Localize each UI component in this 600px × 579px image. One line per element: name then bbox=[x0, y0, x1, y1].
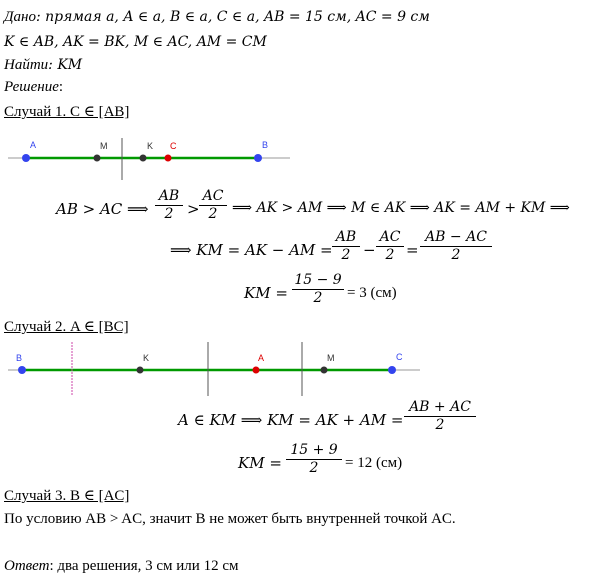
case2-point-c bbox=[388, 366, 396, 374]
case2-title: Случай 2. A ∈ [BC] bbox=[4, 319, 129, 335]
case1-eq3-left: KM = bbox=[244, 284, 288, 302]
case1-eq1-frac2 bbox=[199, 188, 227, 223]
case1-label-k: K bbox=[147, 141, 154, 151]
case1-eq2-frac2-den: 2 bbox=[385, 247, 395, 263]
case1-point-c bbox=[165, 155, 172, 162]
case1-eq2-frac1-num: AB bbox=[332, 229, 360, 247]
case1-title: Случай 1. C ∈ [AB] bbox=[4, 104, 130, 120]
case1-point-b bbox=[254, 154, 262, 162]
case1-eq3-frac1 bbox=[292, 272, 344, 307]
case1-eq1-left: AB > AC ⟹ bbox=[56, 200, 149, 218]
given-line-2: K ∈ AB, AK = BK, M ∈ AC, AM = CM bbox=[4, 34, 267, 50]
case2-eq1-frac1-num: AB + AC bbox=[404, 399, 476, 417]
case1-eq1-frac1 bbox=[155, 188, 183, 223]
case2-point-a bbox=[253, 367, 260, 374]
case2-label-a: A bbox=[258, 353, 265, 363]
case1-point-k bbox=[140, 155, 147, 162]
case1-eq1-frac1-den: 2 bbox=[164, 206, 174, 222]
case2-eq1-frac1-den: 2 bbox=[435, 417, 445, 433]
case1-eq1-frac2-num: AC bbox=[199, 188, 227, 206]
case1-eq2-frac3-num: AB − AC bbox=[420, 229, 492, 247]
case1-eq3-right: = 3 (см) bbox=[347, 285, 397, 301]
case3-title: Случай 3. B ∈ [AC] bbox=[4, 488, 130, 504]
case1-eq2-minus: − bbox=[363, 241, 376, 259]
answer-label: Ответ bbox=[4, 558, 50, 574]
answer-line bbox=[4, 557, 238, 575]
case1-label-c: C bbox=[170, 141, 177, 151]
case2-eq2-right: = 12 (см) bbox=[345, 455, 403, 471]
case2-line-figure bbox=[0, 340, 600, 400]
given-line-1 bbox=[4, 8, 430, 26]
case1-eq2-frac1 bbox=[332, 229, 360, 264]
case1-eq1-frac1-num: AB bbox=[155, 188, 183, 206]
case2-eq2-frac1 bbox=[286, 442, 342, 477]
case1-point-a bbox=[22, 154, 30, 162]
case2-eq2-left: KM = bbox=[238, 454, 282, 472]
solution-label: Решение bbox=[4, 79, 59, 95]
case2-eq1-left: A ∈ KM ⟹ KM = AK + AM = bbox=[178, 411, 404, 429]
case2-point-m bbox=[321, 367, 328, 374]
case2-point-k bbox=[137, 367, 144, 374]
case2-eq2-frac1-den: 2 bbox=[309, 460, 319, 476]
solution-line bbox=[4, 78, 63, 96]
case1-eq2-frac3-den: 2 bbox=[451, 247, 461, 263]
solution-colon: : bbox=[58, 79, 64, 95]
case1-eq1-gt: > bbox=[187, 200, 200, 218]
answer-text: : два решения, 3 см или 12 см bbox=[49, 558, 239, 574]
case2-label-m: M bbox=[327, 353, 335, 363]
case2-eq1-frac1 bbox=[404, 399, 476, 434]
case1-line-figure bbox=[0, 128, 600, 188]
case1-eq2-eq: = bbox=[406, 241, 419, 259]
case1-eq1-frac2-den: 2 bbox=[208, 206, 218, 222]
case1-point-m bbox=[94, 155, 101, 162]
case1-label-b: B bbox=[262, 140, 269, 150]
case2-label-b: B bbox=[16, 353, 23, 363]
case1-eq1-right: ⟹ AK > AM ⟹ M ∈ AK ⟹ AK = AM + KM ⟹ bbox=[232, 200, 570, 216]
case3-text: По условию AB > AC, значит B не может быть внутренней точкой AC. bbox=[4, 511, 456, 527]
find-line bbox=[4, 56, 82, 74]
case2-label-c: C bbox=[396, 352, 403, 362]
case1-eq2-frac1-den: 2 bbox=[341, 247, 351, 263]
case1-eq3-frac1-num: 15 − 9 bbox=[292, 272, 344, 290]
case1-eq2-frac2 bbox=[376, 229, 404, 264]
case1-eq2-frac2-num: AC bbox=[376, 229, 404, 247]
case2-eq2-frac1-num: 15 + 9 bbox=[286, 442, 342, 460]
find-value: : KM bbox=[48, 57, 83, 73]
case1-label-m: M bbox=[100, 141, 108, 151]
case1-label-a: A bbox=[30, 140, 37, 150]
find-label: Найти bbox=[4, 57, 49, 73]
case1-eq2-frac3 bbox=[420, 229, 492, 264]
case1-eq2-left: ⟹ KM = AK − AM = bbox=[170, 241, 333, 259]
case2-point-b bbox=[18, 366, 26, 374]
case2-label-k: K bbox=[143, 353, 150, 363]
case1-eq3-frac1-den: 2 bbox=[313, 290, 323, 306]
given-label: Дано bbox=[4, 9, 36, 25]
given-text: : прямая a, A ∈ a, B ∈ a, C ∈ a, AB = 15 см, AC = 9 см bbox=[36, 9, 430, 25]
